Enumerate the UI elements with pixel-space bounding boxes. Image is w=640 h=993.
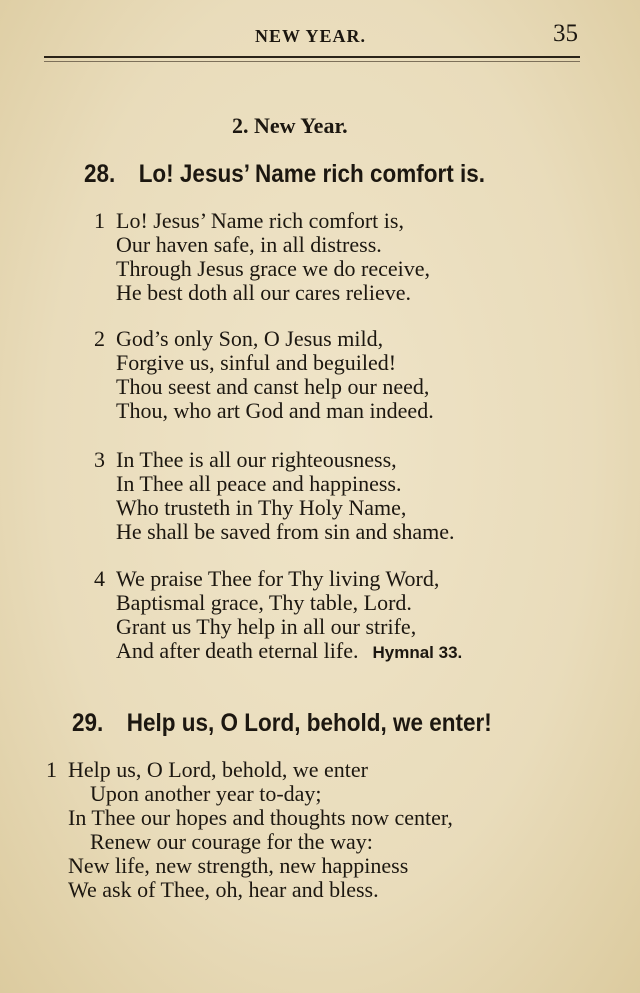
verse-line: Baptismal grace, Thy table, Lord. xyxy=(116,590,412,615)
verse-line: Help us, O Lord, behold, we enter xyxy=(68,757,368,782)
stanza-28-3 xyxy=(94,448,454,544)
verse-line: New life, new strength, new happiness xyxy=(68,853,409,878)
stanza-29-1 xyxy=(46,758,453,902)
verse-line: Through Jesus grace we do receive, xyxy=(116,256,430,281)
stanza-28-4 xyxy=(94,567,462,663)
section-heading: 2. New Year. xyxy=(232,113,348,138)
running-title: NEW YEAR. xyxy=(255,26,367,46)
hymnal-reference: Hymnal 33. xyxy=(372,643,463,662)
verse-line: And after death eternal life. xyxy=(116,638,359,663)
verse-line: In Thee is all our righteousness, xyxy=(116,447,397,472)
stanza-number: 3 xyxy=(94,447,105,472)
verse-line: Thou seest and canst help our need, xyxy=(116,374,430,399)
verse-line: God’s only Son, O Jesus mild, xyxy=(116,326,384,351)
verse-line: Thou, who art God and man indeed. xyxy=(116,398,434,423)
header-rule-thin xyxy=(44,61,580,62)
verse-line: We praise Thee for Thy living Word, xyxy=(116,566,440,591)
verse-line: We ask of Thee, oh, hear and bless. xyxy=(68,877,379,902)
hymn-title-28 xyxy=(84,160,485,189)
stanza-number: 1 xyxy=(46,757,57,782)
hymn-title-text: Lo! Jesus’ Name rich comfort is. xyxy=(138,160,486,188)
hymn-title-29 xyxy=(72,709,492,738)
verse-line: Upon another year to-day; xyxy=(90,781,322,806)
stanza-28-1 xyxy=(94,209,430,305)
verse-line: Renew our courage for the way: xyxy=(90,829,373,854)
verse-line: Grant us Thy help in all our strife, xyxy=(116,614,417,639)
verse-line: He best doth all our cares relieve. xyxy=(116,280,412,305)
verse-line: He shall be saved from sin and shame. xyxy=(116,519,455,544)
hymn-title-text: Help us, O Lord, behold, we enter! xyxy=(126,709,492,737)
page-number: 35 xyxy=(553,20,578,47)
header-rule xyxy=(44,56,580,58)
verse-line: Lo! Jesus’ Name rich comfort is, xyxy=(116,208,404,233)
verse-line: Who trusteth in Thy Holy Name, xyxy=(116,495,407,520)
verse-line: In Thee our hopes and thoughts now center, xyxy=(68,805,453,830)
stanza-number: 2 xyxy=(94,326,105,351)
verse-line: In Thee all peace and happiness. xyxy=(116,471,402,496)
stanza-number: 4 xyxy=(94,566,105,591)
verse-line: Our haven safe, in all distress. xyxy=(116,232,382,257)
verse-line: Forgive us, sinful and beguiled! xyxy=(116,350,397,375)
stanza-number: 1 xyxy=(94,208,105,233)
hymn-number: 28. xyxy=(84,160,116,188)
hymn-number: 29. xyxy=(72,709,104,737)
stanza-28-2 xyxy=(94,327,434,423)
